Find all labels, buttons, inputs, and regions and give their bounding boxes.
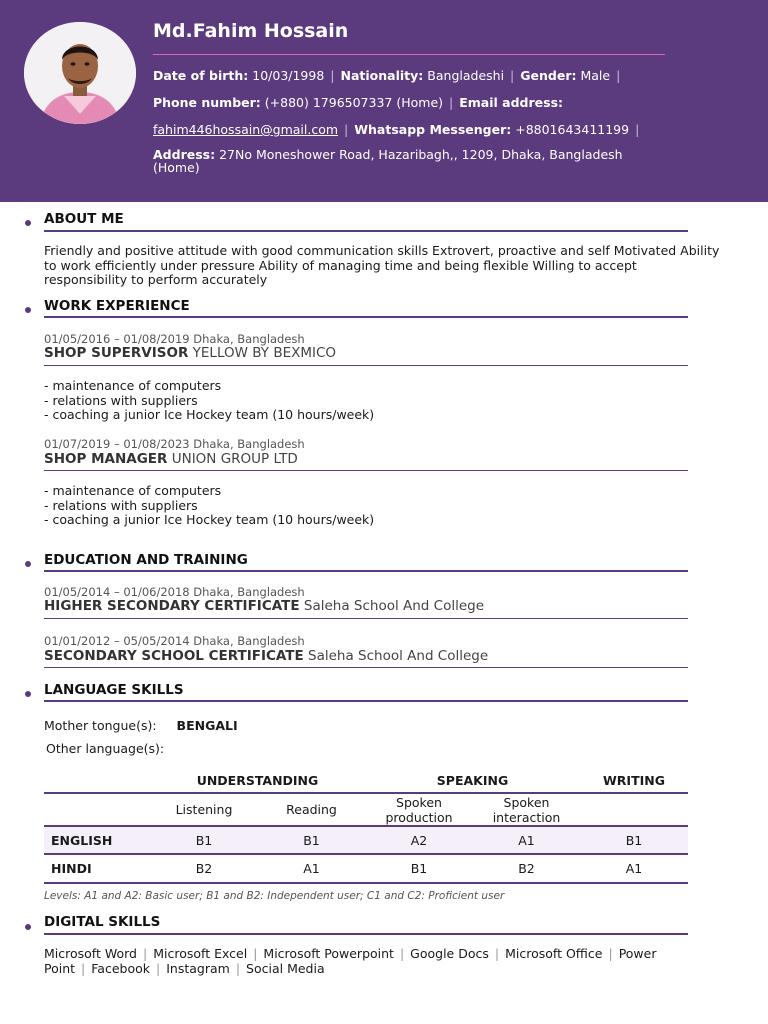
education-heading	[44, 648, 488, 664]
separator: |	[330, 68, 335, 83]
skill-item: Microsoft Powerpoint	[263, 946, 394, 961]
section-bullet	[25, 691, 31, 697]
levels-note: Levels: A1 and A2: Basic user; B1 and B2: Independent user; C1 and C2: Proficient user	[44, 890, 505, 902]
duty-item: - coaching a junior Ice Hockey team (10 hours/week)	[44, 512, 375, 527]
about-text	[44, 244, 719, 288]
mother-tongue-value: BENGALI	[176, 718, 238, 733]
email-link[interactable]: fahim446hossain@gmail.com	[153, 122, 339, 137]
level-cell: B1	[303, 832, 320, 848]
personal-line-1	[153, 68, 626, 83]
language-sub-header	[44, 793, 688, 826]
section-divider	[44, 316, 688, 318]
address-line	[153, 148, 623, 174]
skill-item: Facebook	[91, 961, 150, 976]
duty-item: - relations with suppliers	[44, 392, 198, 408]
job-divider	[44, 470, 688, 471]
about-line: responsibility to perform accurately	[44, 272, 268, 287]
separator: |	[616, 68, 621, 83]
job-meta: 01/07/2019 – 01/08/2023 Dhaka, Bangladesh	[44, 437, 305, 451]
job-company: YELLOW BY BEXMICO	[192, 345, 337, 361]
level-cell: A2	[410, 832, 428, 848]
level-cell: A1	[625, 861, 643, 876]
level-cell: A1	[303, 861, 320, 876]
sub-listening: Listening	[175, 802, 233, 817]
job-heading	[44, 451, 298, 467]
separator: |	[510, 68, 515, 83]
group-writing: WRITING	[603, 772, 665, 788]
language-table	[44, 768, 688, 884]
email-label: Email address:	[459, 95, 564, 110]
digital-skills-line-1	[44, 947, 656, 962]
job-heading	[44, 345, 336, 361]
job-duties	[44, 379, 374, 423]
section-bullet	[25, 220, 31, 226]
language-name: HINDI	[51, 861, 92, 876]
name-divider	[153, 54, 665, 55]
separator: |	[449, 95, 454, 110]
education-title: EDUCATION AND TRAINING	[44, 552, 248, 568]
job-meta: 01/05/2016 – 01/08/2019 Dhaka, Bangladesh	[44, 332, 305, 346]
language-row	[44, 826, 688, 854]
about-line: to work efficiently under pressure Ability of managing time and being flexible Willing to accept	[44, 257, 637, 273]
education-divider	[44, 618, 688, 619]
section-divider	[44, 230, 688, 232]
digital-title: DIGITAL SKILLS	[44, 914, 161, 930]
duty-item: - maintenance of computers	[44, 483, 222, 498]
section-bullet	[25, 924, 31, 930]
address-type: (Home)	[153, 160, 200, 175]
section-divider	[44, 700, 688, 702]
skill-item: Google Docs	[410, 946, 489, 961]
school: Saleha School And College	[308, 648, 489, 664]
skill-item: Microsoft Office	[505, 946, 603, 961]
job-duties	[44, 484, 374, 528]
section-bullet	[25, 307, 31, 313]
separator: |	[253, 946, 258, 961]
about-title: ABOUT ME	[44, 211, 124, 227]
separator: |	[143, 946, 148, 961]
education-meta: 01/05/2014 – 01/06/2018 Dhaka, Bangladesh	[44, 585, 305, 599]
sub-reading: Reading	[286, 802, 337, 817]
skill-item: Point	[44, 961, 76, 976]
gender-value: Male	[580, 68, 611, 83]
language-row	[44, 854, 688, 883]
skill-item: Social Media	[246, 961, 325, 976]
degree: SECONDARY SCHOOL CERTIFICATE	[44, 648, 304, 664]
phone-value: (+880) 1796507337 (Home)	[264, 95, 444, 110]
separator: |	[494, 946, 500, 961]
separator: |	[399, 946, 405, 961]
dob-value: 10/03/1998	[252, 68, 325, 83]
sub-spoken-interaction: Spoken interaction	[492, 794, 561, 825]
nationality-value: Bangladeshi	[427, 68, 505, 83]
level-cell: A1	[518, 832, 535, 848]
skill-item: Instagram	[166, 961, 230, 976]
duty-item: - maintenance of computers	[44, 378, 222, 393]
dob-label: Date of birth:	[153, 68, 249, 83]
language-group-header	[44, 768, 688, 793]
header-banner	[0, 0, 768, 202]
sub-spoken-production: Spoken production	[385, 794, 453, 825]
education-heading	[44, 598, 484, 614]
language-title: LANGUAGE SKILLS	[44, 682, 184, 698]
job-divider	[44, 365, 688, 366]
whatsapp-value: +8801643411199	[515, 122, 630, 137]
skill-item: Power	[618, 946, 657, 961]
language-name: ENGLISH	[51, 832, 113, 848]
separator: |	[81, 961, 86, 976]
duty-item: - coaching a junior Ice Hockey team (10 hours/week)	[44, 407, 375, 422]
job-company: UNION GROUP LTD	[171, 451, 298, 467]
work-title: WORK EXPERIENCE	[44, 298, 190, 314]
level-cell: B1	[410, 861, 428, 876]
section-divider	[44, 933, 688, 935]
level-cell: B1	[195, 832, 213, 848]
skill-item: Microsoft Word	[44, 946, 137, 961]
section-bullet	[25, 561, 31, 567]
profile-photo	[24, 22, 136, 124]
school: Saleha School And College	[303, 598, 485, 614]
level-cell: B1	[625, 832, 643, 848]
nationality-label: Nationality:	[340, 68, 424, 83]
separator: |	[156, 961, 161, 976]
candidate-name: Md.Fahim Hossain	[153, 20, 349, 42]
personal-line-2	[153, 95, 563, 110]
job-role: SHOP SUPERVISOR	[44, 345, 189, 361]
other-languages-label: Other language(s):	[46, 741, 165, 756]
duty-item: - relations with suppliers	[44, 497, 198, 513]
gender-label: Gender:	[520, 68, 577, 83]
personal-line-3	[153, 122, 645, 137]
separator: |	[608, 946, 613, 961]
level-cell: B2	[195, 861, 213, 876]
address-value: 27No Moneshower Road, Hazaribagh,, 1209, Dhaka, Bangladesh	[219, 147, 623, 162]
group-understanding: UNDERSTANDING	[196, 772, 319, 788]
group-speaking: SPEAKING	[436, 772, 509, 788]
education-meta: 01/01/2012 – 05/05/2014 Dhaka, Bangladesh	[44, 634, 305, 648]
mother-tongue-label: Mother tongue(s):	[44, 718, 157, 733]
separator: |	[344, 122, 349, 137]
level-cell: B2	[518, 861, 535, 876]
address-label: Address:	[153, 147, 216, 162]
skill-item: Microsoft Excel	[153, 946, 248, 961]
degree: HIGHER SECONDARY CERTIFICATE	[44, 598, 300, 614]
about-line: Friendly and positive attitude with good communication skills Extrovert, proactive and self Motivated Ability	[44, 243, 720, 258]
section-divider	[44, 570, 688, 572]
education-divider	[44, 667, 688, 668]
phone-label: Phone number:	[153, 95, 261, 110]
separator: |	[635, 122, 640, 137]
digital-skills-line-2	[44, 962, 325, 977]
separator: |	[235, 961, 241, 976]
job-role: SHOP MANAGER	[44, 451, 168, 467]
whatsapp-label: Whatsapp Messenger:	[354, 122, 512, 137]
mother-tongue	[44, 719, 238, 734]
